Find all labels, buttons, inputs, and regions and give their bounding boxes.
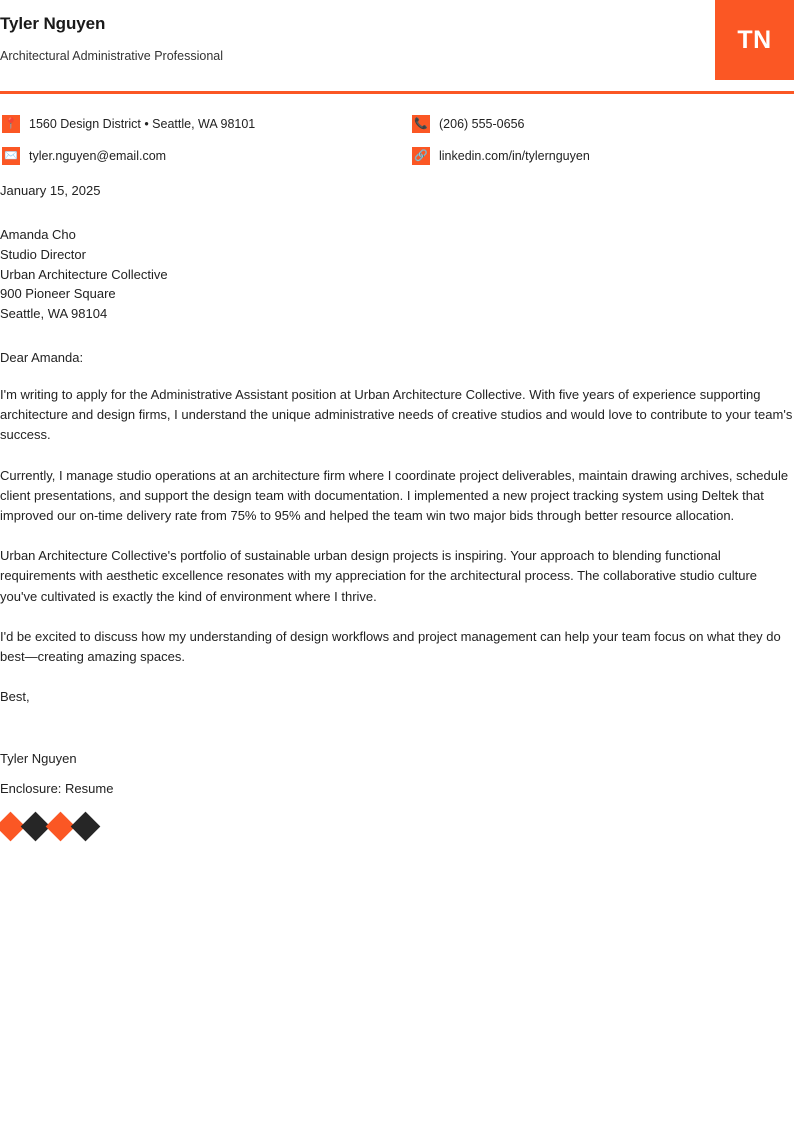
page-title: Tyler Nguyen [0, 14, 106, 33]
contact-item-email[interactable] [2, 147, 166, 165]
contact-linkedin-text: linkedin.com/in/tylernguyen [439, 149, 590, 163]
recipient-line: 900 Pioneer Square [0, 286, 116, 302]
contact-item-address [2, 115, 255, 133]
location-pin-icon: 📍 [2, 115, 20, 133]
diamond-decoration [71, 812, 101, 842]
recipient-line: Studio Director [0, 246, 86, 262]
recipient-line: Seattle, WA 98104 [0, 306, 108, 322]
letter-body [0, 183, 794, 846]
recipient-block [0, 225, 794, 324]
contact-phone-text: (206) 555-0656 [439, 117, 525, 131]
link-icon: 🔗 [412, 147, 430, 165]
recipient-line: Amanda Cho [0, 227, 76, 242]
recipient-line: Urban Architecture Collective [0, 266, 168, 282]
phone-icon: 📞 [412, 115, 430, 133]
enclosure-line: Enclosure: Resume [0, 781, 114, 797]
closing-line: Best, [0, 689, 30, 705]
header-tagline: Architectural Administrative Professional [0, 49, 224, 63]
contact-item-linkedin[interactable] [412, 147, 590, 165]
letter-date: January 15, 2025 [0, 183, 101, 198]
salutation: Dear Amanda: [0, 349, 84, 365]
body-paragraph: I'd be excited to discuss how my understanding of design workflows and project management can help your team focus on what they do best—creating amazing spaces. [0, 628, 781, 665]
footer-diamond-row [0, 816, 794, 846]
contact-item-phone[interactable] [412, 115, 524, 133]
letter-header [0, 0, 794, 94]
header-divider [0, 91, 794, 94]
contact-address-text: 1560 Design District • Seattle, WA 98101 [29, 117, 256, 131]
body-paragraph: Urban Architecture Collective's portfolio of sustainable urban design projects is inspiring. Your approach to blending functional requirements with aesthetic excellence resonates with my appreciation for the architectural process. The collaborative studio culture you've cultivated is exactly the kind of environment where I thrive. [0, 548, 758, 604]
monogram-initials: TN [737, 25, 772, 54]
monogram-badge [715, 0, 794, 80]
contact-info-grid [0, 115, 794, 177]
envelope-icon: ✉️ [2, 147, 20, 165]
signature-name: Tyler Nguyen [0, 751, 77, 767]
body-paragraph: I'm writing to apply for the Administrative Assistant position at Urban Architecture Collective. With five years of experience supporting architecture and design firms, I understand the unique administrative needs of creative studios and would love to contribute to your team's success. [0, 386, 793, 443]
contact-email-text: tyler.nguyen@email.com [29, 149, 167, 163]
body-paragraph: Currently, I manage studio operations at an architecture firm where I coordinate project deliverables, maintain drawing archives, schedule client presentations, and support the design team with documentation. I implemented a new project tracking system using Deltek that improved our on-time delivery rate from 75% to 95% and helped the team win two major bids through better resource allocation. [0, 467, 789, 523]
